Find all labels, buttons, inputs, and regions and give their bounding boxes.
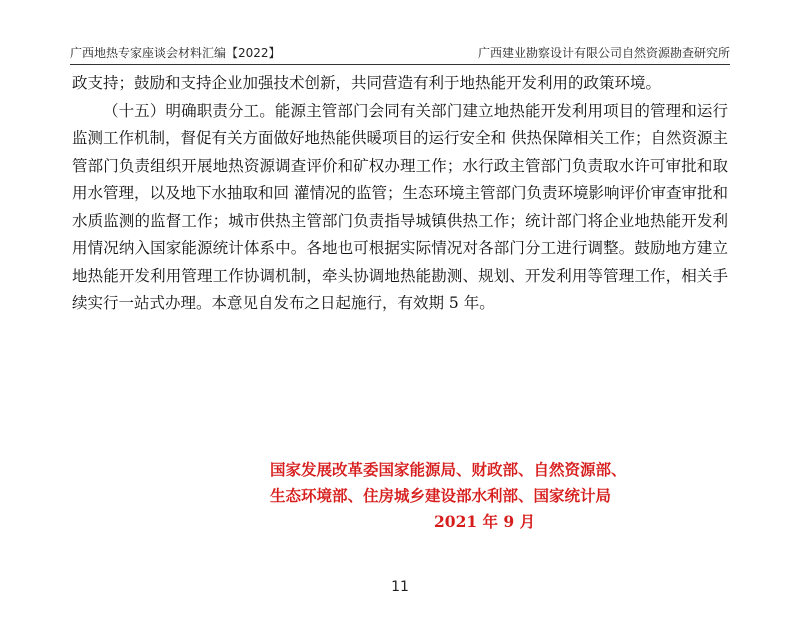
page-header [70, 44, 730, 62]
header-document-title: 广西地热专家座谈会材料汇编【2022】 [70, 46, 281, 60]
paragraph-continuation: 政支持；鼓励和支持企业加强技术创新，共同营造有利于地热能开发利用的政策环境。 [72, 74, 662, 92]
header-divider [70, 64, 730, 65]
header-organization: 广西建业勘察设计有限公司自然资源勘查研究所 [477, 46, 730, 60]
paragraph-clause-15: （十五）明确职责分工。能源主管部门会同有关部门建立地热能开发利用项目的管理和运行监测工作机制，督促有关方面做好地热能供暖项目的运行安全和 供热保障相关工作；自然资源主管部门负责组织开展地热资源调查评价和矿权办理工作；水行政主管部门负责取水许可审批和取用水管理，以及地下水抽取和回 灌情况的监管；生态环境主管部门负责环境影响评价审查审批和水质监测的监督工作；城市供热主管部门负责指导城镇供热工作；统计部门将企业地热能开发利用情况纳入国家能源统计体系中。各地也可根据实际情况对各部门分工进行调整。鼓励地方建立地热能开发利用管理工作协调机制，牵头协调地热能勘测、规划、开发利用等管理工作，相关手续实行一站式办理。本意见自发布之日起施行，有效期 5 年。 [72, 101, 728, 312]
document-body [72, 70, 728, 318]
issuing-authorities [270, 457, 627, 535]
issuer-line-1: 国家发展改革委国家能源局、财政部、自然资源部、 [270, 460, 627, 479]
issuer-line-2: 生态环境部、住房城乡建设部水利部、国家统计局 [270, 486, 612, 505]
issue-date: 2021 年 9 月 [434, 512, 536, 531]
page-number: 11 [391, 579, 409, 595]
